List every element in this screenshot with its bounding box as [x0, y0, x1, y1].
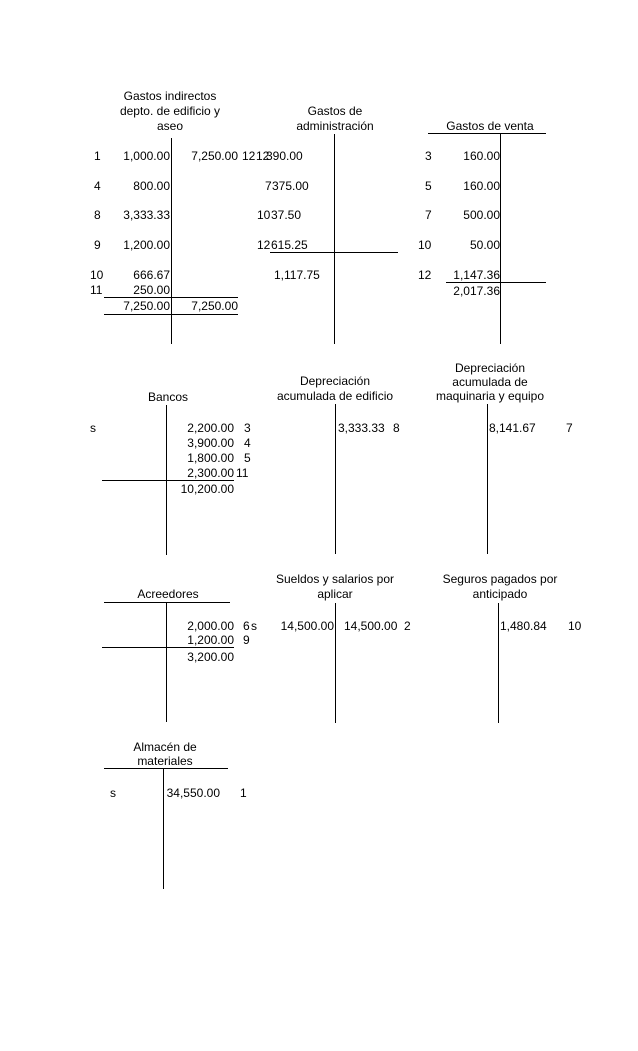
entry-ref: s: [251, 619, 257, 633]
total-debit: 7,250.00: [123, 299, 170, 313]
total-rule: [102, 480, 234, 481]
credit-amount: 2,000.00: [187, 619, 234, 633]
account-title-line-2: aplicar: [317, 587, 353, 601]
account-title-line-1: Sueldos y salarios por: [275, 572, 395, 586]
entry-ref: s: [110, 786, 116, 800]
account-title-line-1: Depreciación: [299, 374, 371, 388]
debit-amount: 800.00: [133, 179, 170, 193]
debit-amount: 375.00: [272, 179, 309, 193]
credit-amount: 7,250.00: [191, 149, 238, 163]
t-account-divider: [500, 134, 501, 344]
total-rule: [446, 282, 546, 283]
credit-amount: 1,200.00: [187, 633, 234, 647]
entry-ref: 2: [404, 619, 411, 633]
entry-ref: 1: [240, 786, 247, 800]
entry-ref: 6: [243, 619, 250, 633]
account-title: Acreedores: [137, 587, 199, 601]
entry-ref: 7: [265, 179, 272, 193]
account-title: Gastos de venta: [446, 119, 534, 133]
account-title-line-1: Gastos indirectos: [123, 89, 217, 103]
account-title-rule: [104, 768, 228, 769]
entry-ref: 5: [244, 451, 251, 465]
t-account-divider: [171, 138, 172, 344]
account-title-line-1: Seguros pagados por: [442, 572, 558, 586]
balance-amount: 1,117.75: [274, 268, 320, 282]
entry-ref: 8: [94, 208, 101, 222]
entry-ref: 5: [425, 179, 432, 193]
entry-ref: 3: [425, 149, 432, 163]
credit-amount: 3,333.33: [338, 421, 385, 435]
debit-amount: 250.00: [133, 283, 170, 297]
credit-amount: 1,480.84: [500, 619, 547, 633]
debit-amount: 1,200.00: [123, 238, 170, 252]
entry-ref: 1: [94, 149, 101, 163]
entry-ref: 7: [425, 208, 432, 222]
debit-amount: 390.00: [266, 149, 303, 163]
entry-ref: 3: [244, 421, 251, 435]
entry-ref: 12: [418, 268, 432, 282]
total-rule: [102, 647, 234, 648]
account-title-line-2: acumulada de: [452, 375, 528, 389]
debit-amount: 3,333.33: [123, 208, 170, 222]
account-title-line-2: administración: [296, 119, 374, 133]
credit-amount: 2,300.00: [187, 466, 234, 480]
account-title-line-2: acumulada de edificio: [276, 389, 394, 403]
debit-amount: 500.00: [463, 208, 500, 222]
debit-amount: 160.00: [463, 149, 500, 163]
account-title-line-2: materiales: [137, 754, 193, 768]
credit-amount: 8,141.67: [489, 421, 536, 435]
entry-ref: 11: [236, 466, 249, 480]
debit-amount: 50.00: [469, 238, 500, 252]
entry-ref: 10: [418, 238, 432, 252]
t-account-divider: [335, 603, 336, 723]
account-title-line-3: aseo: [156, 119, 184, 133]
entry-ref: 12: [256, 149, 270, 163]
account-title-line-2: depto. de edificio y: [119, 104, 221, 118]
entry-ref: 10: [90, 268, 104, 282]
t-account-divider: [166, 602, 167, 722]
credit-amount: 14,500.00: [344, 619, 398, 633]
entry-ref: 8: [393, 421, 400, 435]
account-title-rule: [428, 133, 546, 134]
entry-ref: 10: [568, 619, 582, 633]
t-account-divider: [166, 405, 167, 555]
account-title-line-1: Almacén de: [133, 740, 197, 754]
t-account-divider: [498, 603, 499, 723]
entry-ref: 12: [242, 149, 256, 163]
debit-amount: 37.50: [271, 208, 302, 222]
debit-amount: 34,550.00: [166, 786, 220, 800]
entry-ref: 12: [257, 238, 271, 252]
t-account-divider: [163, 769, 164, 889]
entry-ref: 4: [94, 179, 101, 193]
account-title-line-3: maquinaria y equipo: [435, 389, 545, 403]
balance-amount: 2,017.36: [453, 284, 500, 298]
entry-ref: s: [90, 421, 96, 435]
account-title-line-1: Gastos de: [307, 104, 363, 118]
debit-amount: 666.67: [133, 268, 170, 282]
account-title-rule: [104, 602, 230, 603]
debit-amount: 14,500.00: [280, 619, 334, 633]
total-credit: 7,250.00: [191, 299, 238, 313]
entry-ref: 4: [244, 436, 251, 450]
debit-amount: 615.25: [271, 238, 308, 252]
debit-amount: 1,147.36: [453, 268, 500, 282]
entry-ref: 11: [90, 283, 103, 297]
account-title: Bancos: [147, 390, 189, 404]
total-amount: 3,200.00: [187, 650, 234, 664]
t-account-divider: [335, 404, 336, 554]
entry-ref: 9: [94, 238, 101, 252]
entry-ref: 9: [243, 633, 250, 647]
debit-amount: 160.00: [463, 179, 500, 193]
credit-amount: 2,200.00: [187, 421, 234, 435]
credit-amount: 1,800.00: [187, 451, 234, 465]
debit-amount: 1,000.00: [123, 149, 170, 163]
entry-ref: 10: [257, 208, 271, 222]
credit-amount: 3,900.00: [187, 436, 234, 450]
account-title-line-2: anticipado: [472, 587, 528, 601]
t-account-divider: [334, 134, 335, 344]
entry-ref: 7: [566, 421, 573, 435]
t-account-divider: [487, 404, 488, 554]
account-title-line-1: Depreciación: [454, 361, 526, 375]
total-amount: 10,200.00: [180, 482, 234, 496]
